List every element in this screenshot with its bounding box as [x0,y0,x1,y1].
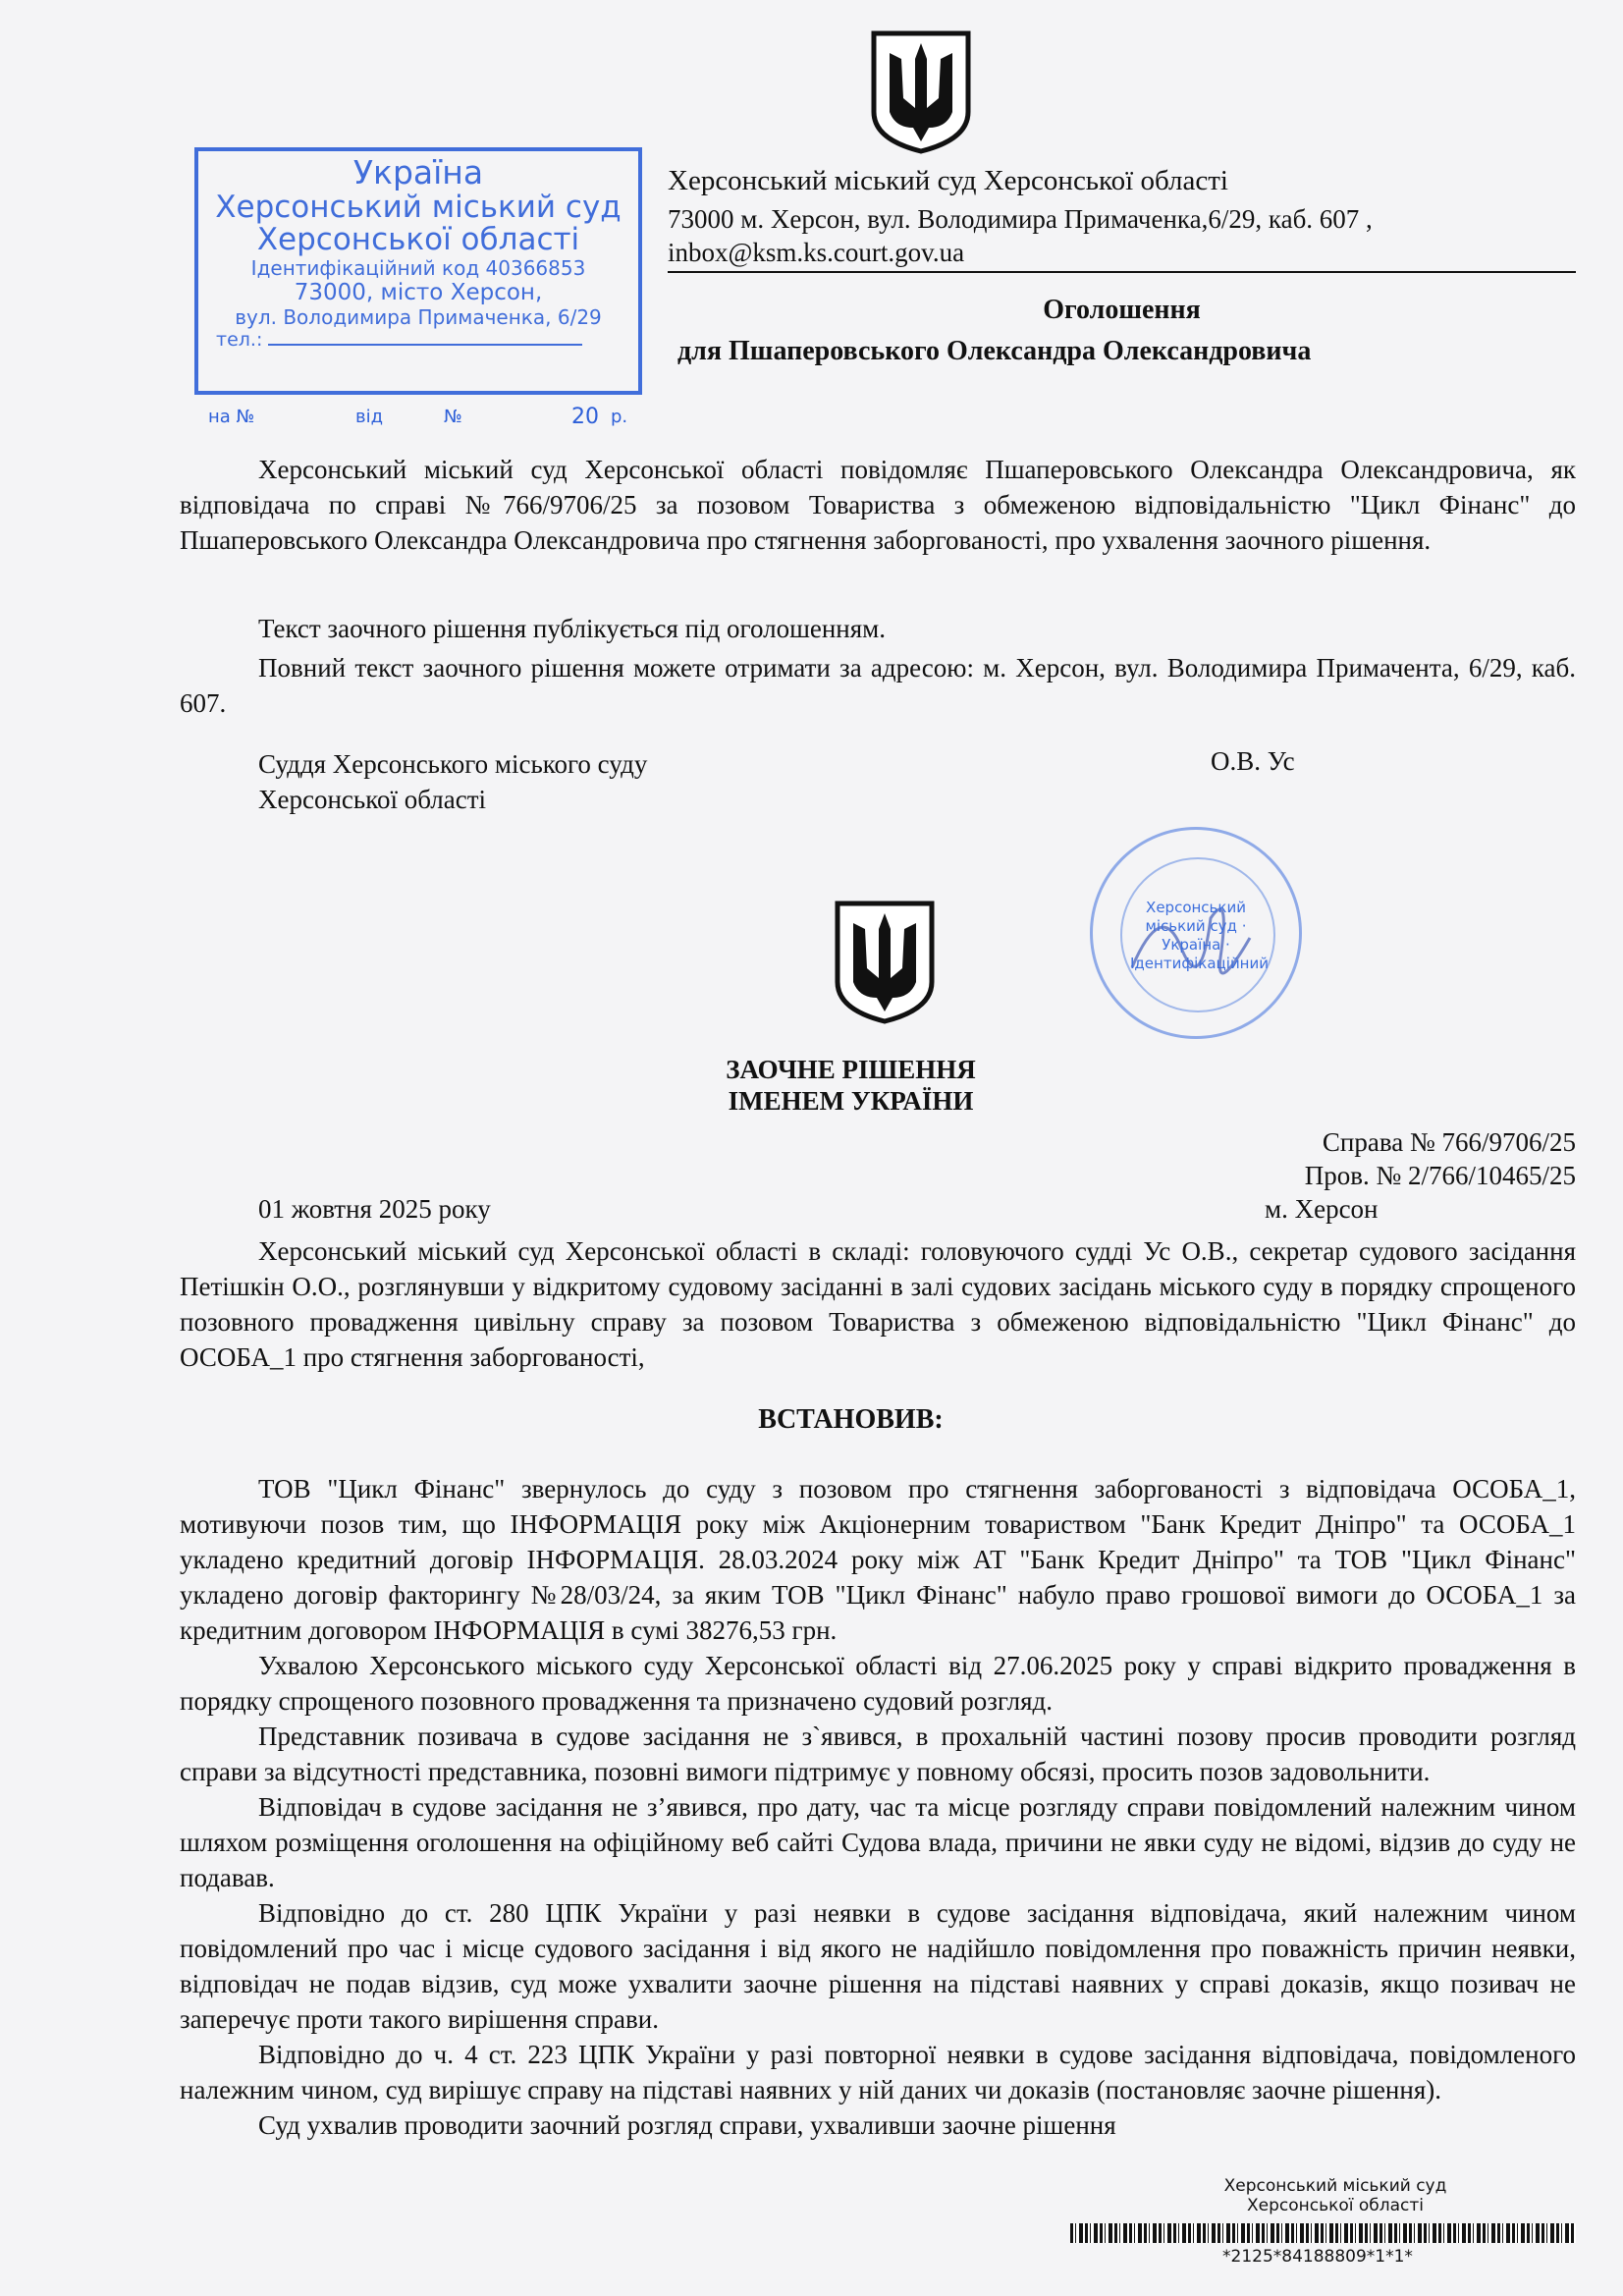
stamp-line: вул. Володимира Примаченка, 6/29 [235,305,602,329]
stamp-number-row [208,403,640,432]
stamp-phone-label: тел.: [216,329,263,351]
stamp-num: № [444,407,462,427]
stamp-year: 20 [571,405,599,429]
footer-court-line: Херсонської області [1246,2196,1425,2215]
stamp-line: Ідентифікаційний код 40366853 [250,256,586,280]
judge-name: О.В. Ус [1211,746,1295,776]
judge-title-line: Херсонської області [258,785,487,814]
decision-paragraph: ТОВ "Цикл Фінанс" звернулось до суду з позовом про стягнення заборгованості з відповідача ОСОБА_1, мотивуючи позов тим, що ІНФОРМАЦІЯ року між Акціонерним товариством "Банк Кредит Дніпро" та ОСОБА_1 укладено кредитний договір ІНФОРМАЦІЯ. 28.03.2024 року між АТ "Банк Кредит Дніпро" та ТОВ "Цикл Фінанс" укладено договір факторингу №28/03/24, за яким ТОВ "Цикл Фінанс" набуло право грошової вимоги до ОСОБА_1 за кредитним договором ІНФОРМАЦІЯ в сумі 38276,53 грн. [180,1474,1576,1645]
decision-subtitle: ІМЕНЕМ УКРАЇНИ [728,1086,974,1116]
decision-paragraph: Відповідно до ст. 280 ЦПК України у разі неявки в судове засідання відповідача, який належним чином повідомлений про час і місце судового засідання і від якого не надійшло повідомлення про поважність причин неявки, відповідач не подав відзив, суд може ухвалити заочне рішення на підставі наявних у справі доказів, якщо позивач не заперечує проти такого вирішення справи. [180,1898,1576,2034]
judge-title-line: Суддя Херсонського міського суду [258,749,648,779]
coat-of-arms-icon [834,900,936,1025]
stamp-line: Херсонський міський суд [215,190,622,225]
case-number: Справа № 766/9706/25 [1322,1127,1576,1157]
decision-paragraph: Відповідно до ч. 4 ст. 223 ЦПК України у разі повторної неявки в судове засідання відповідача, повідомленого належним чином, суд вирішує справу на підставі наявних у ній даних чи доказів (постановляє заочне рішення). [180,2040,1576,2105]
decision-title: ЗАОЧНЕ РІШЕННЯ [726,1055,976,1084]
proceeding-number: Пров. № 2/766/10465/25 [1304,1161,1576,1190]
stamp-line: Херсонської області [256,222,580,257]
round-court-seal [1090,827,1302,1039]
announcement-paragraph: Повний текст заочного рішення можете отримати за адресою: м. Херсон, вул. Володимира Примачента, 6/29, каб. 607. [180,653,1576,718]
stamp-ref: на № [208,407,255,427]
barcode-text: *2125*84188809*1*1* [1222,2247,1413,2267]
court-name-header: Херсонський міський суд Херсонської області [668,165,1228,196]
barcode [1070,2223,1576,2243]
decision-body [180,1471,1576,2143]
registration-stamp [194,147,642,395]
decision-date: 01 жовтня 2025 року [258,1194,491,1224]
stamp-phone [198,329,638,351]
announcement-recipient: для Пшаперовського Олександра Олександровича [677,336,1312,366]
announcement-paragraph: Херсонський міський суд Херсонської області повідомляє Пшаперовського Олександра Олександровича, як відповідача по справі №766/9706/25 за позовом Товариства з обмеженою відповідальністю "Цикл Фінанс" до Пшаперовського Олександра Олександровича про стягнення заборгованості, про ухвалення заочного рішення. [180,455,1576,555]
decision-intro: Херсонський міський суд Херсонської області в складі: головуючого судді Ус О.В., секретар судового засідання Петішкін О.О., розглянувши у відкритому судовому засіданні в залі судових засідань міського суду в порядку спрощеного позовного провадження цивільну справу за позовом Товариства з обмеженою відповідальністю "Цикл Фінанс" до ОСОБА_1 про стягнення заборгованості, [180,1236,1576,1372]
announcement-paragraph: Текст заочного рішення публікується під оголошенням. [258,614,887,643]
seal-text: Херсонський міський суд · Україна · Ідентифікаційний [1130,899,1269,972]
stamp-from: від [355,407,384,427]
footer-court-line: Херсонський міський суд [1223,2176,1447,2196]
stamp-line: 73000, місто Херсон, [294,280,543,305]
announcement-title: Оголошення [1043,295,1201,325]
stamp-r: р. [611,407,628,427]
established-heading: ВСТАНОВИВ: [758,1404,944,1435]
court-address-header: 73000 м. Херсон, вул. Володимира Примаченка,6/29, каб. 607 , inbox@ksm.ks.court.gov.ua [668,202,1576,273]
footer-court [1217,2176,1453,2215]
decision-city: м. Херсон [1265,1194,1379,1224]
decision-paragraph: Суд ухвалив проводити заочний розгляд справи, ухваливши заочне рішення [258,2110,1116,2140]
decision-paragraph: Ухвалою Херсонського міського суду Херсонської області від 27.06.2025 року у справі відкрито провадження в порядку спрощеного позовного провадження та призначено судовий розгляд. [180,1651,1576,1716]
decision-paragraph: Представник позивача в судове засідання не з`явився, в прохальній частині позову просив проводити розгляд справи за відсутності представника, позовні вимоги підтримує у повному обсязі, просить позов задовольнити. [180,1722,1576,1786]
decision-paragraph: Відповідач в судове засідання не з’явився, про дату, час та місце розгляду справи повідомлений належним чином шляхом розміщення оголошення на офіційному веб сайті Судова влада, причини не явки суду не відомі, відзив до суду не подавав. [180,1792,1576,1892]
judge-title [258,746,647,817]
coat-of-arms-icon [870,29,972,155]
stamp-line: Україна [352,153,484,191]
